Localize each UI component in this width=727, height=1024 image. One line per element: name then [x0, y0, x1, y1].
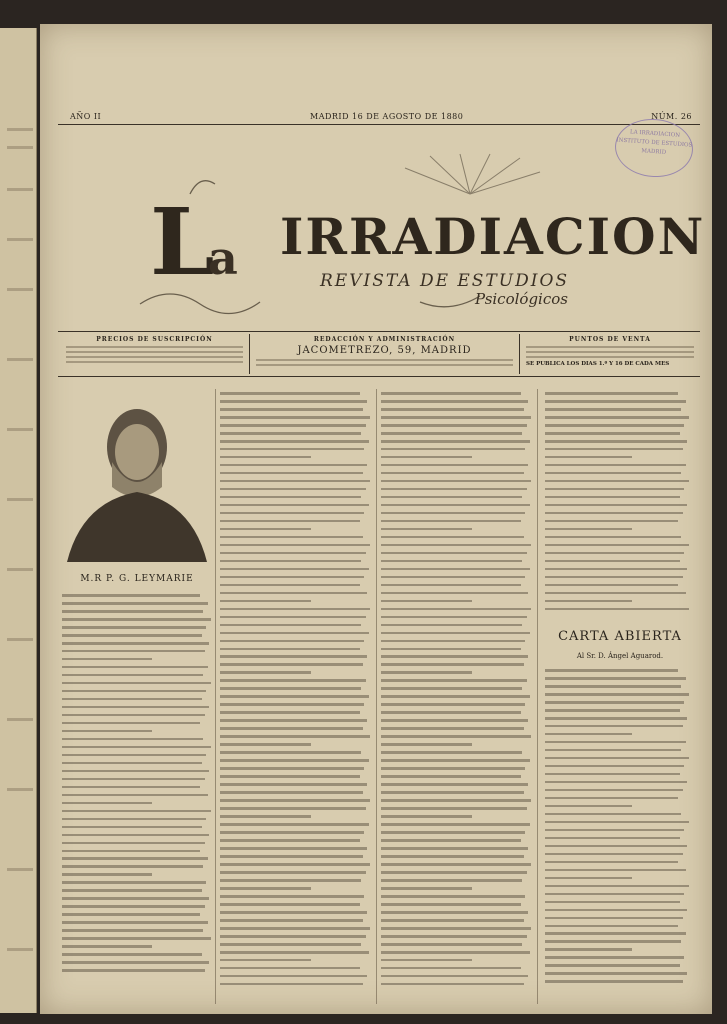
- text-line: [545, 901, 680, 904]
- text-line: [220, 568, 369, 571]
- text-line: [62, 921, 208, 924]
- text-line: [220, 472, 363, 475]
- text-line: [220, 408, 363, 411]
- text-line: [381, 440, 530, 443]
- text-line: [62, 618, 211, 621]
- text-line: [381, 711, 521, 714]
- text-line: [220, 655, 367, 658]
- text-line: [62, 826, 202, 829]
- text-line: [545, 749, 681, 752]
- column-4-text: [545, 392, 690, 616]
- text-line: [545, 773, 680, 776]
- text-line: [220, 807, 366, 810]
- text-line: [545, 592, 686, 595]
- text-line: [220, 887, 311, 890]
- text-line: [220, 400, 367, 403]
- text-line: [62, 642, 209, 645]
- text-line: [545, 608, 689, 611]
- text-line: [545, 885, 689, 888]
- text-line: [62, 881, 206, 884]
- text-line: [381, 943, 522, 946]
- info-boxes: [60, 334, 700, 374]
- text-line: [62, 786, 200, 789]
- text-line: [545, 980, 683, 983]
- text-line: [381, 432, 522, 435]
- text-line: [62, 961, 209, 964]
- text-line: [381, 536, 524, 539]
- text-line: [545, 685, 681, 688]
- text-line: [381, 911, 528, 914]
- text-line: [220, 448, 364, 451]
- text-line: [220, 695, 369, 698]
- text-line: [381, 528, 472, 531]
- text-line: [62, 778, 205, 781]
- text-line: [545, 805, 632, 808]
- text-line: [220, 871, 366, 874]
- text-line: [220, 488, 366, 491]
- text-line: [62, 658, 152, 661]
- portrait-caption: M.R P. G. LEYMARIE: [80, 574, 194, 584]
- text-line: [381, 472, 524, 475]
- text-line: [220, 759, 369, 762]
- text-line: [545, 432, 680, 435]
- text-line: [381, 855, 524, 858]
- text-line: [220, 855, 363, 858]
- newspaper-page: [40, 24, 712, 1014]
- text-line: [545, 677, 686, 680]
- text-line: [381, 488, 527, 491]
- text-line: [220, 536, 363, 539]
- text-line: [381, 735, 531, 738]
- text-line: [220, 512, 364, 515]
- text-line: [545, 964, 680, 967]
- text-line: [220, 600, 311, 603]
- text-line: [545, 701, 684, 704]
- text-line: [381, 919, 524, 922]
- issue-number: NÚM. 26: [651, 112, 692, 121]
- text-line: [381, 847, 528, 850]
- text-line: [545, 821, 689, 824]
- text-line: [220, 839, 360, 842]
- text-line: [220, 544, 370, 547]
- text-line: [220, 831, 364, 834]
- text-line: [381, 695, 530, 698]
- portrait-engraving: [62, 392, 212, 562]
- text-line: [220, 640, 364, 643]
- text-line: [545, 584, 678, 587]
- text-line: [381, 544, 531, 547]
- text-line: [545, 893, 684, 896]
- text-line: [62, 905, 205, 908]
- text-line: [220, 975, 367, 978]
- text-line: [545, 717, 687, 720]
- text-line: [381, 895, 525, 898]
- text-line: [545, 709, 680, 712]
- text-line: [381, 512, 525, 515]
- text-line: [62, 730, 152, 733]
- text-line: [381, 632, 530, 635]
- text-line: [381, 687, 522, 690]
- text-line: [381, 496, 522, 499]
- text-line: [62, 913, 200, 916]
- text-line: [545, 925, 678, 928]
- text-line: [220, 751, 361, 754]
- text-line: [381, 783, 528, 786]
- text-line: [381, 592, 528, 595]
- text-line: [545, 669, 678, 672]
- text-line: [381, 616, 527, 619]
- text-line: [220, 440, 369, 443]
- text-line: [220, 743, 311, 746]
- text-line: [381, 815, 472, 818]
- text-line: [545, 448, 683, 451]
- text-line: [62, 929, 203, 932]
- text-line: [62, 610, 203, 613]
- text-line: [62, 834, 209, 837]
- text-line: [381, 584, 521, 587]
- masthead-title-main: IRRADIACION: [280, 207, 706, 266]
- text-line: [220, 879, 361, 882]
- text-line: [545, 877, 632, 880]
- text-line: [545, 464, 686, 467]
- subscription-box: [60, 334, 250, 374]
- text-line: [220, 799, 370, 802]
- text-line: [545, 496, 680, 499]
- text-line: [381, 408, 524, 411]
- text-line: [220, 679, 366, 682]
- text-line: [545, 408, 681, 411]
- text-line: [220, 823, 369, 826]
- text-line: [545, 520, 678, 523]
- text-line: [381, 400, 528, 403]
- text-line: [381, 648, 521, 651]
- masthead-rule: [58, 331, 700, 332]
- text-line: [381, 767, 525, 770]
- text-line: [220, 584, 360, 587]
- column-2-text: [220, 392, 372, 991]
- text-line: [545, 829, 684, 832]
- text-line: [220, 687, 361, 690]
- text-line: [62, 810, 211, 813]
- text-line: [62, 873, 152, 876]
- text-line: [381, 552, 527, 555]
- text-line: [220, 424, 366, 427]
- text-line: [62, 842, 205, 845]
- text-line: [545, 869, 686, 872]
- letter-heading: CARTA ABIERTA: [558, 629, 682, 644]
- text-line: [62, 969, 205, 972]
- text-line: [381, 703, 525, 706]
- text-line: [62, 754, 206, 757]
- text-line: [545, 789, 683, 792]
- text-line: [545, 472, 681, 475]
- text-line: [62, 738, 203, 741]
- text-line: [62, 722, 200, 725]
- text-line: [545, 932, 686, 935]
- text-line: [545, 917, 683, 920]
- text-line: [62, 706, 209, 709]
- text-line: [381, 416, 531, 419]
- text-line: [381, 568, 530, 571]
- text-line: [381, 464, 528, 467]
- text-line: [220, 895, 364, 898]
- text-line: [545, 512, 683, 515]
- text-line: [220, 727, 363, 730]
- text-line: [62, 674, 203, 677]
- text-line: [62, 945, 152, 948]
- text-line: [62, 666, 208, 669]
- letter-salutation: Al Sr. D. Ángel Aguarod.: [576, 652, 664, 660]
- text-line: [381, 640, 525, 643]
- text-line: [381, 935, 527, 938]
- text-line: [62, 690, 206, 693]
- boxes-rule: [58, 376, 700, 377]
- text-line: [545, 544, 689, 547]
- text-line: [220, 911, 367, 914]
- text-line: [220, 616, 366, 619]
- masthead-subtitle: REVISTA DE ESTUDIOS: [320, 271, 570, 291]
- text-line: [381, 663, 524, 666]
- text-line: [381, 624, 522, 627]
- text-line: [220, 735, 370, 738]
- text-line: [220, 903, 360, 906]
- text-line: [62, 897, 209, 900]
- text-line: [220, 703, 364, 706]
- text-line: [545, 956, 684, 959]
- text-line: [381, 983, 524, 986]
- svg-text:a: a: [208, 231, 238, 285]
- column-1-text: [62, 594, 212, 977]
- text-line: [381, 831, 525, 834]
- masthead-tagline: Psicológicos: [475, 290, 568, 308]
- text-line: [62, 762, 202, 765]
- text-line: [220, 552, 366, 555]
- text-line: [62, 865, 203, 868]
- text-line: [545, 733, 632, 736]
- text-line: [220, 504, 369, 507]
- text-line: [381, 799, 531, 802]
- masthead-logo: [130, 154, 706, 324]
- sale-points-title: PUNTOS DE VENTA: [569, 336, 651, 343]
- text-line: [545, 861, 678, 864]
- text-line: [545, 813, 681, 816]
- text-line: [220, 632, 369, 635]
- column-4-letter-text: [545, 669, 690, 988]
- text-line: [220, 528, 311, 531]
- text-line: [220, 783, 367, 786]
- text-line: [545, 972, 687, 975]
- text-line: [62, 889, 202, 892]
- text-line: [220, 967, 360, 970]
- text-line: [381, 392, 521, 395]
- text-line: [381, 879, 522, 882]
- column-3-text: [381, 392, 533, 991]
- text-line: [545, 781, 687, 784]
- text-line: [220, 927, 370, 930]
- text-line: [545, 725, 683, 728]
- text-line: [62, 802, 152, 805]
- text-line: [381, 448, 525, 451]
- text-line: [62, 770, 209, 773]
- text-line: [381, 863, 531, 866]
- text-line: [381, 903, 521, 906]
- text-line: [220, 959, 311, 962]
- text-line: [545, 480, 689, 483]
- text-line: [220, 943, 361, 946]
- text-line: [381, 655, 528, 658]
- text-line: [381, 775, 521, 778]
- masthead-title-initial: L: [150, 188, 215, 296]
- text-line: [220, 847, 367, 850]
- text-line: [62, 937, 211, 940]
- text-line: [62, 818, 206, 821]
- text-line: [545, 392, 678, 395]
- text-line: [545, 568, 687, 571]
- dateline: MADRID 16 DE AGOSTO DE 1880: [310, 112, 464, 121]
- sale-points-box: [520, 334, 700, 374]
- text-line: [62, 857, 208, 860]
- subscription-title: PRECIOS DE SUSCRIPCIÓN: [96, 336, 213, 343]
- text-line: [545, 600, 632, 603]
- text-line: [220, 624, 361, 627]
- text-line: [220, 815, 311, 818]
- text-line: [545, 456, 632, 459]
- text-line: [62, 714, 205, 717]
- text-line: [220, 663, 363, 666]
- text-line: [381, 751, 522, 754]
- text-line: [62, 626, 206, 629]
- text-line: [220, 520, 360, 523]
- text-line: [220, 456, 311, 459]
- text-line: [220, 496, 361, 499]
- text-line: [381, 520, 521, 523]
- text-line: [62, 682, 211, 685]
- text-line: [220, 719, 367, 722]
- text-line: [220, 608, 370, 611]
- text-line: [220, 711, 360, 714]
- year-label: AÑO II: [70, 112, 102, 121]
- text-line: [545, 488, 684, 491]
- library-stamp: LA IRRADIACION INSTITUTO DE ESTUDIOS MADRID: [613, 116, 695, 179]
- admin-box: [250, 334, 520, 374]
- text-line: [545, 765, 684, 768]
- text-line: [220, 791, 363, 794]
- text-line: [381, 480, 531, 483]
- text-line: [381, 975, 528, 978]
- text-line: [220, 983, 363, 986]
- text-line: [220, 951, 369, 954]
- text-line: [220, 464, 367, 467]
- text-line: [381, 951, 530, 954]
- text-line: [545, 837, 680, 840]
- text-line: [62, 650, 205, 653]
- text-line: [381, 576, 525, 579]
- text-line: [381, 727, 524, 730]
- text-line: [381, 791, 524, 794]
- text-line: [220, 416, 370, 419]
- text-line: [381, 839, 521, 842]
- previous-page-edge: [0, 28, 37, 1013]
- text-line: [381, 807, 527, 810]
- text-line: [381, 823, 530, 826]
- text-line: [381, 743, 472, 746]
- text-line: [62, 953, 202, 956]
- text-line: [381, 719, 528, 722]
- text-line: [381, 671, 472, 674]
- text-line: [62, 602, 208, 605]
- text-line: [220, 863, 370, 866]
- text-line: [220, 560, 361, 563]
- text-line: [220, 592, 367, 595]
- text-line: [545, 940, 681, 943]
- text-line: [381, 504, 530, 507]
- text-line: [220, 576, 364, 579]
- text-line: [545, 757, 689, 760]
- text-line: [545, 424, 684, 427]
- text-line: [381, 424, 527, 427]
- text-line: [62, 698, 202, 701]
- text-line: [381, 871, 527, 874]
- admin-title: REDACCIÓN Y ADMINISTRACIÓN: [313, 336, 456, 343]
- text-line: [545, 693, 689, 696]
- text-line: [545, 560, 680, 563]
- text-line: [381, 679, 527, 682]
- text-line: [62, 850, 200, 853]
- text-line: [62, 594, 200, 597]
- text-line: [220, 648, 360, 651]
- admin-address: JACOMETREZO, 59, MADRID: [297, 345, 472, 356]
- text-line: [220, 935, 366, 938]
- text-line: [220, 432, 361, 435]
- text-line: [381, 927, 531, 930]
- text-line: [381, 967, 521, 970]
- text-line: [545, 576, 683, 579]
- text-line: [545, 504, 687, 507]
- text-line: [545, 552, 684, 555]
- text-line: [381, 560, 522, 563]
- text-line: [545, 853, 683, 856]
- text-line: [381, 608, 531, 611]
- text-line: [62, 634, 202, 637]
- text-line: [381, 600, 472, 603]
- text-line: [220, 480, 370, 483]
- text-line: [545, 845, 687, 848]
- text-line: [220, 671, 311, 674]
- text-line: [381, 456, 472, 459]
- text-line: [220, 919, 363, 922]
- text-line: [220, 775, 360, 778]
- text-line: [545, 416, 689, 419]
- text-line: [545, 440, 687, 443]
- text-line: [545, 528, 632, 531]
- text-line: [545, 536, 681, 539]
- text-line: [545, 741, 686, 744]
- text-line: [545, 909, 687, 912]
- header-rule: [58, 124, 700, 125]
- text-line: [62, 794, 208, 797]
- text-line: [62, 746, 211, 749]
- text-line: [545, 400, 686, 403]
- text-line: [220, 767, 364, 770]
- text-line: [381, 959, 472, 962]
- text-line: [381, 759, 530, 762]
- publication-days: SE PUBLICA LOS DIAS 1.º Y 16 DE CADA MES: [526, 361, 670, 367]
- text-line: [545, 797, 678, 800]
- text-line: [381, 887, 472, 890]
- text-line: [545, 948, 632, 951]
- text-line: [220, 392, 360, 395]
